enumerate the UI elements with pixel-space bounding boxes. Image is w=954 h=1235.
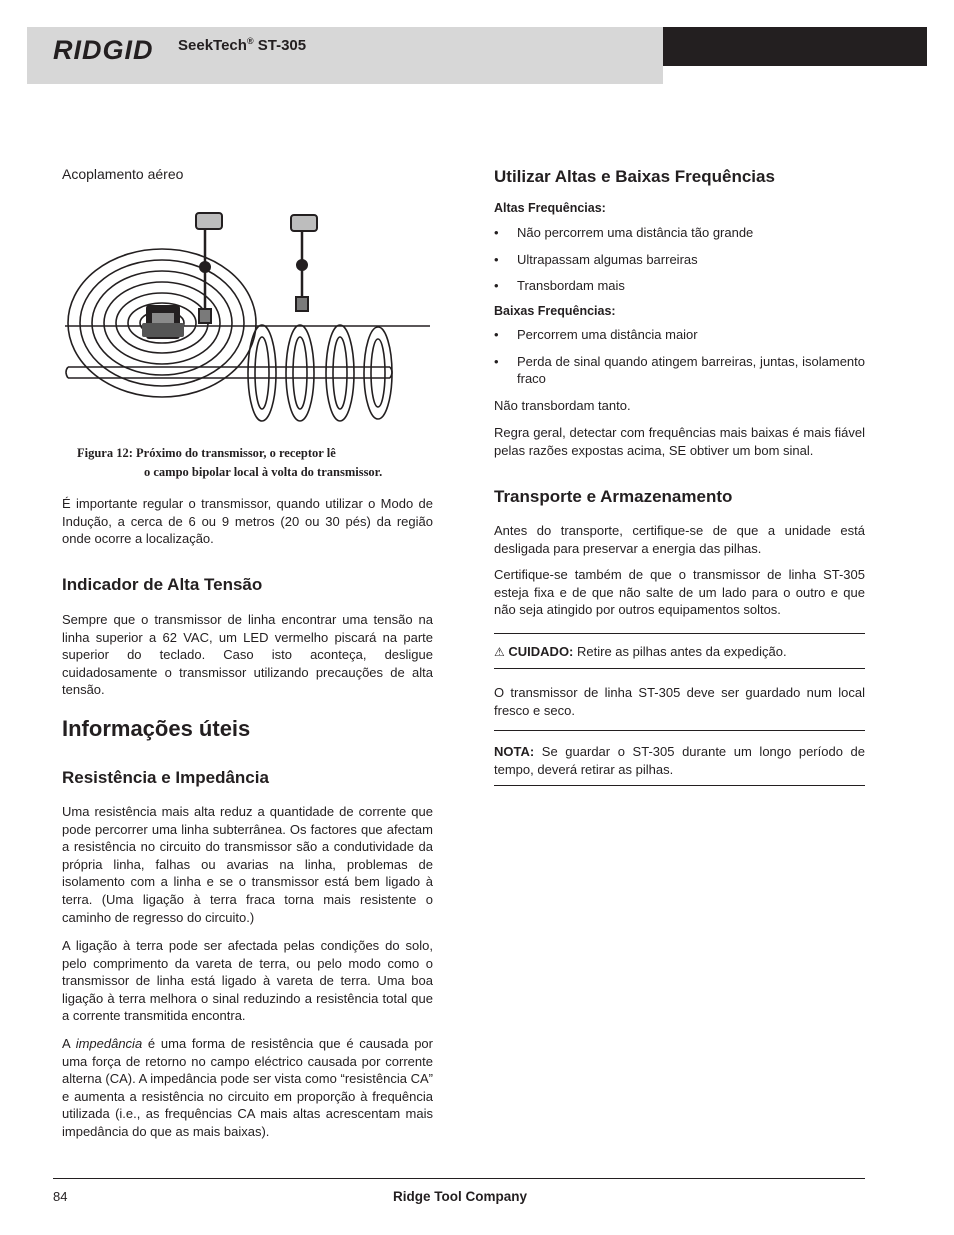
impedance-lead: A [62, 1036, 76, 1051]
list-item: • Não percorrem uma distância tão grande [494, 224, 865, 242]
footer-rule [53, 1178, 865, 1179]
induction-intro-paragraph: É importante regular o transmissor, quando utilizar o Modo de Indução, a cerca de 6 ou 9 metros (20 ou 30 pés) da região onde ocorre a localização. [62, 496, 433, 547]
caution-notice [494, 643, 865, 662]
brand-text: RIDGID [53, 35, 154, 65]
list-item: • Percorrem uma distância maior [494, 326, 865, 344]
receiver-right [291, 215, 317, 311]
general-rule-paragraph: Regra geral, detectar com frequências mais baixas é mais fiável pelas razões expostas acima, SE obtiver um bom sinal. [494, 425, 865, 458]
useful-info-heading: Informações úteis [62, 716, 251, 741]
warning-triangle-icon: ⚠ [494, 645, 505, 659]
no-overflow-text: Não transbordam tanto. [494, 398, 631, 413]
high-frequencies-list [494, 224, 865, 295]
high-voltage-heading: Indicador de Alta Tensão [62, 575, 263, 594]
caution-label: CUIDADO: [508, 644, 574, 659]
resistance-heading: Resistência e Impedância [62, 768, 269, 787]
pipe-end-left [66, 367, 68, 378]
note-text: Se guardar o ST-305 durante um longo período de tempo, deverá retirar as pilhas. [494, 744, 865, 777]
page-header [27, 27, 927, 84]
caution-bottom-rule [494, 668, 865, 669]
transport-heading: Transporte e Armazenamento [494, 487, 733, 506]
resistance-paragraph-2: A ligação à terra pode ser afectada pelas condições do solo, pelo comprimento da vareta de terra, ou pelo modo como o transmissor de linha está ligado à vareta de terra. Uma boa ligação à terra melhora o sinal reduzindo a resistência total que a corrente transmitida encontra. [62, 938, 433, 1024]
product-title [178, 36, 306, 54]
transport-paragraph-1: Antes do transporte, certifique-se de que a unidade está desligada para preservar a energia das pilhas. [494, 523, 865, 556]
resistance-paragraph-1: Uma resistência mais alta reduz a quantidade de corrente que pode percorrer uma linha subterrânea. Os factores que afectam a resistência no circuito do transmissor são a condutividade da própria linha, falhas ou avarias na linha, problemas de isolamento com a linha e se o transmissor está bem ligado à terra. (Uma ligação à terra fraca torna mais resistente o caminho de regresso do circuito.) [62, 804, 433, 925]
list-item: • Transbordam mais [494, 277, 865, 295]
note-bottom-rule [494, 785, 865, 786]
note-label: NOTA: [494, 744, 535, 759]
figure-caption-line2: o campo bipolar local à volta do transmissor. [144, 465, 383, 479]
footer-company: Ridge Tool Company [393, 1189, 527, 1204]
impedance-body: é uma forma de resistência que é causada por uma força de retorno no campo eléctrico causada por corrente alterna (CA). A impedância pode ser vista como “resistência CA” e aumenta a resistência no circuito em proporção à frequência utilizada (i.e., as frequências CA mais altas acrescentam mais impedância do que as mais baixas). [62, 1036, 433, 1139]
list-item: • Ultrapassam algumas barreiras [494, 251, 865, 269]
figure-label: Acoplamento aéreo [62, 166, 184, 182]
figure-caption-line1: Figura 12: Próximo do transmissor, o receptor lê [77, 446, 336, 460]
storage-paragraph: O transmissor de linha ST-305 deve ser guardado num local fresco e seco. [494, 685, 865, 718]
product-prefix: SeekTech [178, 37, 247, 54]
high-voltage-paragraph: Sempre que o transmissor de linha encontrar uma tensão na linha superior a 62 VAC, um LED vermelho piscará na parte superior do teclado. Caso isto aconteça, desligue cuidadosamente o transmissor utilizando precauções de alta tensão. [62, 612, 433, 698]
list-item: • Perda de sinal quando atingem barreiras, juntas, isolamento fraco [494, 353, 865, 388]
transmitter-device [142, 305, 184, 339]
low-frequencies-label: Baixas Frequências: [494, 304, 616, 318]
impedance-term: impedância [75, 1036, 143, 1051]
caution-top-rule [494, 633, 865, 634]
frequencies-heading: Utilizar Altas e Baixas Frequências [494, 167, 775, 186]
transport-paragraph-2: Certifique-se também de que o transmissor de linha ST-305 esteja fixa e de que não salte de um lado para o outro e que não seja atingido por outros equipamentos soltos. [494, 567, 865, 618]
product-reg-mark: ® [246, 36, 254, 46]
note-top-rule [494, 730, 865, 731]
header-black-band [663, 27, 927, 66]
impedance-paragraph [62, 1035, 433, 1141]
product-model: ST-305 [253, 37, 307, 54]
ridgid-logo [53, 34, 175, 66]
page-number: 84 [53, 1189, 68, 1204]
caution-text: Retire as pilhas antes da expedição. [573, 644, 787, 659]
note-paragraph [494, 743, 865, 778]
low-frequencies-list [494, 326, 865, 388]
high-frequencies-label: Altas Frequências: [494, 201, 606, 215]
figure-12-illustration [62, 205, 434, 437]
header-white-strip [663, 66, 927, 84]
